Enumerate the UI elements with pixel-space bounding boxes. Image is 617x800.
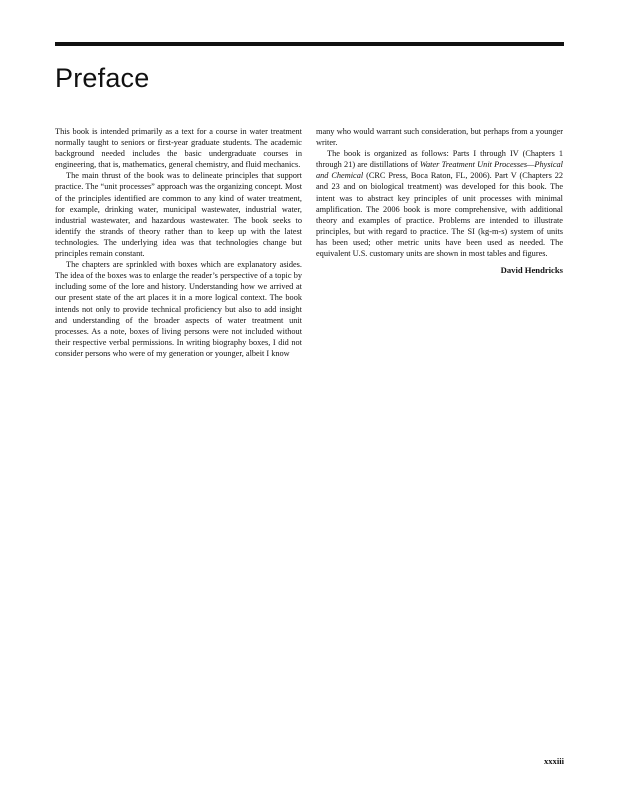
left-column	[55, 126, 302, 359]
book-title-italic: Water Treatment Unit Processes—Physical and Chemical	[316, 160, 563, 181]
paragraph-1: This book is intended primarily as a text for a course in water treatment normally taught to seniors or first-year graduate students. The academic background needed includes the basic undergraduate courses in engineering, that is, mathematics, general chemistry, and fluid mechanics.	[55, 127, 302, 170]
paragraph-4-text-b: (CRC Press, Boca Raton, FL, 2006). Part V (Chapters 22 and 23 and on biological treatment) was developed for this book. The intent was to abstract key principles of unit processes with minimal amplification. The 2006 book is more comprehensive, with additional theory and examples of practice. Problems are intended to illustrate principles, but with regard to practice. The SI (kg-m-s) system of units has been used; other metric units have been used as needed. The equivalent U.S. customary units are shown in most tables and figures.	[316, 171, 564, 259]
paragraph-4	[316, 148, 563, 259]
paragraph-2: The main thrust of the book was to delineate principles that support practice. The “unit processes” approach was the organizing concept. Most of the principles identified are common to any kind of water treatment, for example, drinking water, municipal wastewater, industrial water, industrial wastewater, and hazardous wastewater. The book seeks to identify the strands of theory rather than to keep up with the latest technologies. The underlying idea was that technologies change but principles remain constant.	[55, 171, 302, 259]
paragraph-3-continued: many who would warrant such consideration, but perhaps from a younger writer.	[316, 127, 563, 148]
author-signature: David Hendricks	[500, 265, 563, 276]
paragraph-4-text-a: The book is organized as follows: Parts I through IV (Chapters 1 through 21) are distillations of	[316, 149, 563, 170]
paragraph-3: The chapters are sprinkled with boxes which are explanatory asides. The idea of the boxes was to enlarge the reader’s perspective of a topic by including some of the lore and history. Understanding how we arrived at our present state of the art places it in a more logical context. The book intends not only to provide technical proficiency but also to add insight and understanding of the broader aspects of water treatment unit processes. As a note, boxes of living persons were not included without their respective verbal permissions. In writing biography boxes, I did not consider persons who were of my generation or younger, albeit I know	[55, 260, 302, 358]
top-rule	[55, 42, 564, 46]
page-number: xxxiii	[543, 756, 564, 766]
page-title: Preface	[55, 63, 150, 93]
right-column	[316, 126, 563, 276]
